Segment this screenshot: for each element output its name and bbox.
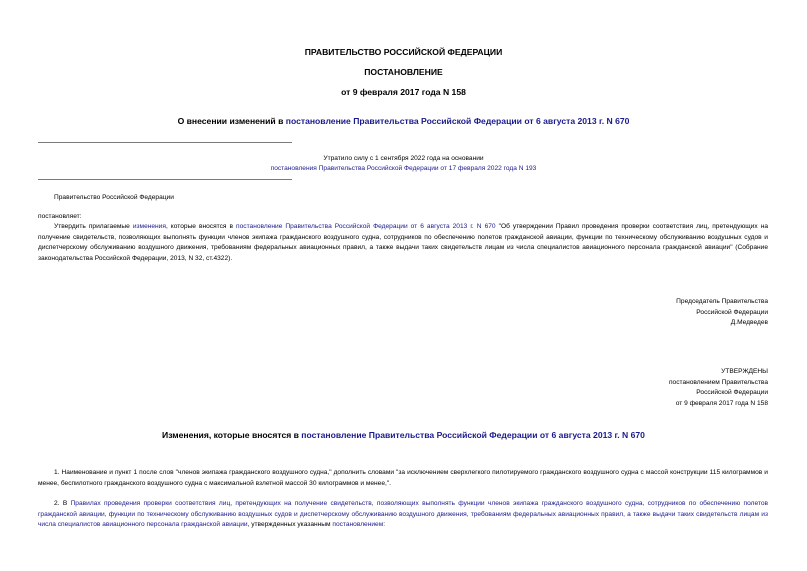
status-line-1: Утратило силу с 1 сентября 2022 года на основании: [323, 155, 484, 162]
approval-line-3: Российской Федерации: [696, 389, 768, 396]
decides-word: постановляет:: [38, 213, 82, 220]
signature-block: [548, 297, 768, 329]
issuer: Правительство Российской Федерации: [54, 194, 174, 201]
title-link[interactable]: постановление Правительства Российской Федерации от 6 августа 2013 г. N 670: [285, 116, 630, 126]
divider-bottom: [38, 179, 292, 180]
p1-text-c: "Об утверждении Правил проведения проверки соответствия лиц, претендующих на получение свидетельств, позволяющих выполнять функции членов экипажа гражданского воздушного судна, сотрудников по обеспечению полетов гражданской авиации, функции по техническому обслуживанию воздушных судов и диспетчерскому обслуживанию воздушного движения, требованиям федеральных авиационных правил, а также выдачи таких свидетельств лицам из числа специалистов авиационного персонала гражданской авиации": [38, 223, 768, 251]
changes-heading: [0, 430, 807, 440]
item2-rules-link[interactable]: Правилах проведения проверки соответствия лиц, претендующих на получение свидетельств, позволяющих выполнять функции членов экипажа гражданского воздушного судна, сотрудников по обеспечению полетов гражданской авиации, функции по техническому обслуживанию воздушных судов и диспетчерскому обслуживанию воздушного движения, требованиям федеральных авиационных правил, а также выдачи таких свидетельств лицам из числа специалистов авиационного персонала гражданской авиации: [38, 500, 769, 528]
changes-heading-link[interactable]: постановление Правительства Российской Федерации от 6 августа 2013 г. N 670: [301, 430, 645, 440]
document-type: ПОСТАНОВЛЕНИЕ: [364, 67, 443, 77]
item2-resolution-link[interactable]: постановлением: [332, 521, 384, 528]
document-date-number: от 9 февраля 2017 года N 158: [341, 87, 466, 97]
divider-top: [38, 142, 292, 143]
approval-line-4: от 9 февраля 2017 года N 158: [675, 399, 768, 407]
p1-changes-link[interactable]: изменения: [132, 223, 166, 230]
title-prefix: О внесении изменений в: [177, 116, 286, 126]
government-name: ПРАВИТЕЛЬСТВО РОССИЙСКОЙ ФЕДЕРАЦИИ: [304, 47, 503, 57]
changes-heading-prefix: Изменения, которые вносятся в: [162, 430, 302, 440]
status-note: [0, 154, 807, 174]
approval-line-1: УТВЕРЖДЕНЫ: [721, 368, 768, 375]
p1-text-a: Утвердить прилагаемые: [54, 223, 133, 230]
item2-text-b: , утвержденных указанным: [247, 521, 333, 528]
change-item-2: [38, 499, 768, 531]
item2-text-a: 2. В: [54, 500, 71, 507]
status-repeal-link[interactable]: постановления Правительства Российской Федерации от 17 февраля 2022 года N 193: [270, 165, 537, 172]
approval-line-2: постановлением Правительства: [668, 378, 768, 386]
signature-line-3: Д.Медведев: [730, 319, 768, 326]
approval-block: [548, 367, 768, 409]
p1-text-d: (Собрание законодательства Российской Федерации, 2013, N 32, ст.4322).: [38, 244, 769, 262]
p1-resolution-link[interactable]: постановление Правительства Российской Федерации от 6 августа 2013 г. N 670: [236, 223, 496, 230]
document-title: [0, 116, 807, 126]
change-item-1: 1. Наименование и пункт 1 после слов "членов экипажа гражданского воздушного судна," дополнить словами "за исключением сверхлегкого пилотируемого гражданского воздушного судна с массой конструкции 115 килограммов и менее, беспилотного гражданского воздушного судна с максимальной взлетной массой 30 килограммов и менее,".: [38, 469, 768, 487]
p1-text-b: , которые вносятся в: [165, 223, 237, 230]
signature-line-1: Председатель Правительства: [676, 298, 768, 305]
resolution-paragraph: [38, 222, 768, 264]
signature-line-2: Российской Федерации: [696, 308, 768, 316]
item2-text-c: :: [383, 521, 386, 528]
